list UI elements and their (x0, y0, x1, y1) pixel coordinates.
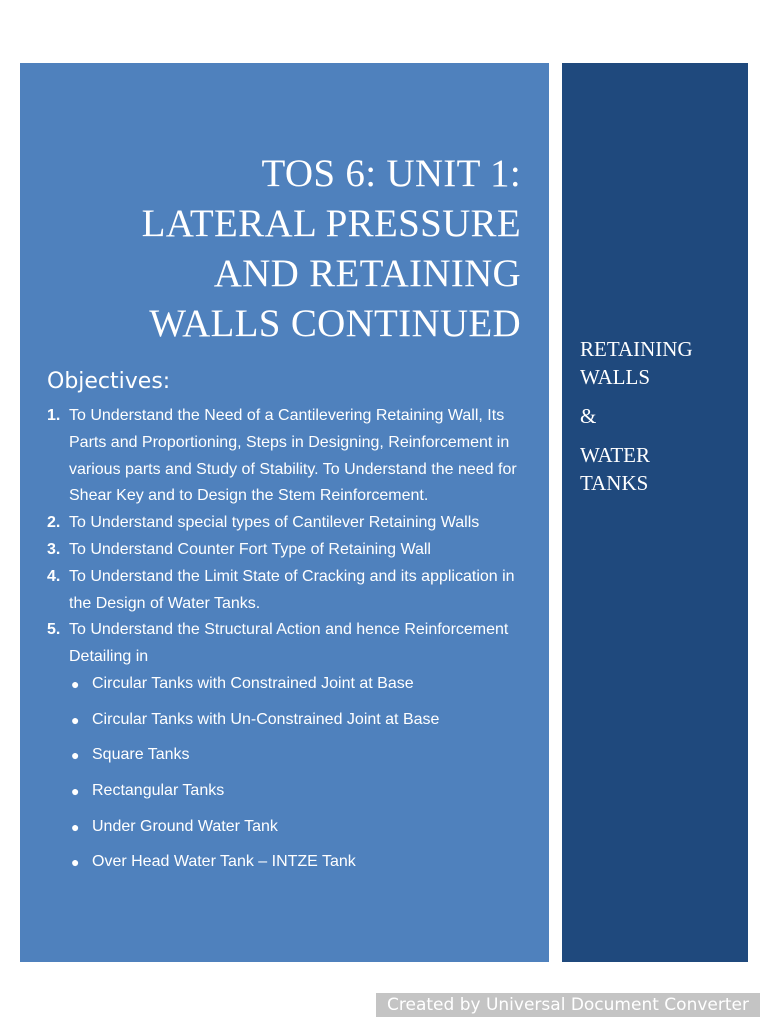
objectives-list (20, 403, 549, 885)
tank-types-list (69, 671, 519, 876)
tank-type-text: Circular Tanks with Constrained Joint at Base (92, 674, 414, 692)
objective-number: 3. (47, 540, 61, 558)
side-spacer (580, 391, 740, 402)
objective-item-5 (20, 617, 549, 876)
tank-type-text: Circular Tanks with Un-Constrained Joint at Base (92, 710, 440, 728)
objective-text: To Understand special types of Cantilever Retaining Walls (69, 514, 480, 532)
side-subtitle (580, 335, 740, 497)
title-line-3: AND RETAINING (213, 252, 521, 295)
objective-text: To Understand the Need of a Cantilevering Retaining Wall, Its Parts and Proportioning, Steps in Designing, Reinforcement in various parts and Study of Stability. To Understand the need for Shear Key and to Design the Stem Reinforcement. (69, 407, 517, 505)
tank-type-item (69, 671, 519, 698)
side-line-tanks: TANKS (580, 471, 649, 495)
side-line-retaining: RETAINING (580, 337, 693, 361)
bullet-icon: ● (71, 711, 80, 728)
side-spacer (580, 430, 740, 441)
tank-type-item (69, 849, 519, 876)
objectives-heading: Objectives: (47, 369, 171, 394)
objective-text: To Understand the Limit State of Cracking and its application in the Design of Water Tanks. (69, 567, 515, 612)
bullet-icon: ● (71, 675, 80, 692)
title-line-1: TOS 6: UNIT 1: (261, 152, 521, 195)
tank-type-text: Over Head Water Tank – INTZE Tank (92, 853, 356, 871)
tank-type-item (69, 778, 519, 805)
objective-text: To Understand Counter Fort Type of Retaining Wall (69, 540, 431, 558)
tank-type-text: Under Ground Water Tank (92, 817, 278, 835)
bullet-icon: ● (71, 747, 80, 764)
side-line-water: WATER (580, 443, 650, 467)
objective-item-4 (20, 564, 549, 618)
tank-type-item (69, 742, 519, 769)
objective-number: 1. (47, 407, 61, 424)
cover-side-panel (562, 63, 748, 962)
objective-number: 2. (47, 514, 61, 532)
tank-type-item (69, 814, 519, 841)
objective-item-2 (20, 510, 549, 537)
objective-item-3 (20, 537, 549, 564)
objective-number: 4. (47, 567, 61, 585)
tank-type-item (69, 707, 519, 734)
side-line-walls: WALLS (580, 365, 650, 389)
objective-text: To Understand the Structural Action and hence Reinforcement Detailing in (69, 621, 509, 666)
objective-number: 5. (47, 621, 61, 639)
tank-type-text: Square Tanks (92, 746, 190, 764)
side-line-ampersand: & (580, 404, 597, 428)
objective-item-1 (20, 403, 549, 510)
title-line-4: WALLS CONTINUED (149, 302, 521, 345)
bullet-icon: ● (71, 854, 80, 871)
converter-stamp: Created by Universal Document Converter (376, 993, 760, 1017)
cover-main-panel (20, 63, 549, 962)
tank-type-text: Rectangular Tanks (92, 782, 225, 800)
title-line-2: LATERAL PRESSURE (141, 202, 521, 245)
bullet-icon: ● (71, 783, 80, 800)
document-title (51, 149, 521, 349)
bullet-icon: ● (71, 818, 80, 835)
